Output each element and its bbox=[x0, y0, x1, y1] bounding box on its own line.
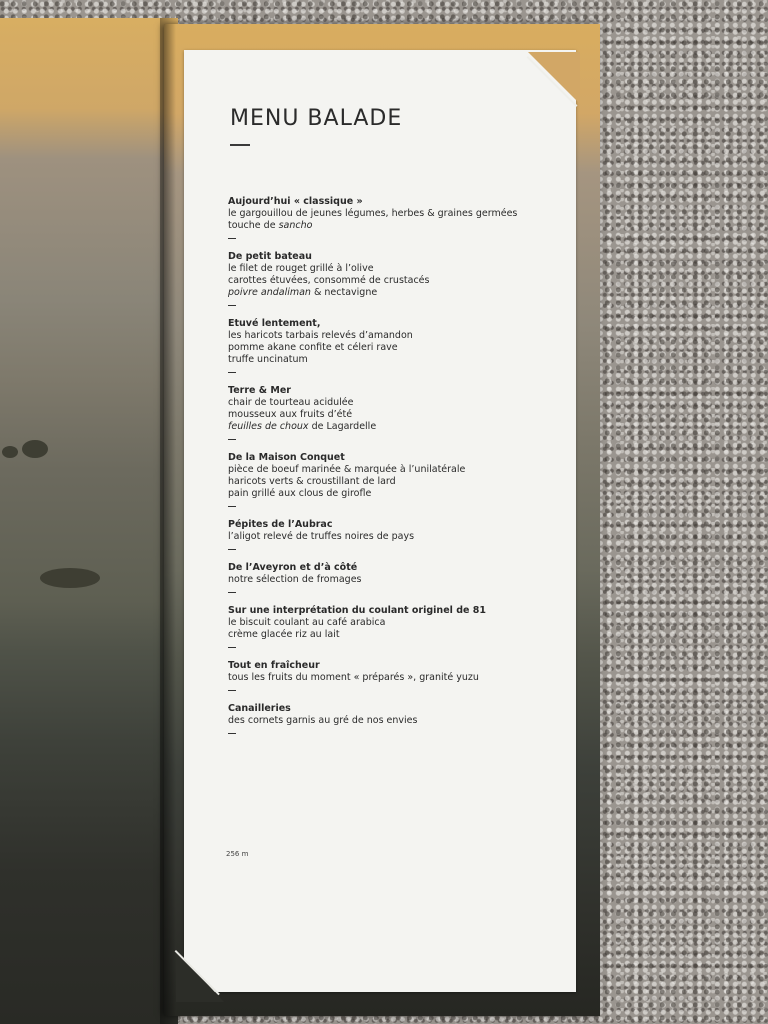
course-description-line: mousseux aux fruits d’été bbox=[228, 409, 353, 420]
course-separator-dash bbox=[228, 549, 236, 550]
course-separator-dash bbox=[228, 733, 236, 734]
panel-shadow bbox=[164, 24, 176, 1016]
corner-holder-top-right bbox=[528, 52, 580, 104]
course-name: Pépites de l’Aubrac bbox=[228, 519, 333, 530]
course-description-line: crème glacée riz au lait bbox=[228, 629, 340, 640]
course-separator-dash bbox=[228, 647, 236, 648]
title-underline bbox=[230, 144, 250, 146]
course-description-line: le biscuit coulant au café arabica bbox=[228, 617, 386, 628]
course-name: Etuvé lentement, bbox=[228, 318, 321, 329]
course-item bbox=[228, 660, 568, 691]
course-description-line: feuilles de choux de Lagardelle bbox=[228, 421, 377, 432]
course-separator-dash bbox=[228, 305, 236, 306]
course-description-line: l’aligot relevé de truffes noires de pays bbox=[228, 531, 415, 542]
course-name: Aujourd’hui « classique » bbox=[228, 196, 363, 207]
course-separator-dash bbox=[228, 439, 236, 440]
course-list bbox=[228, 196, 568, 746]
menu-title: MENU BALADE bbox=[230, 106, 403, 131]
course-name: De l’Aveyron et d’à côté bbox=[228, 562, 358, 573]
course-description-line: notre sélection de fromages bbox=[228, 574, 362, 585]
course-item bbox=[228, 196, 568, 239]
landscape-tree bbox=[22, 440, 48, 458]
landscape-tree bbox=[40, 568, 100, 588]
course-description-line: pain grillé aux clous de girofle bbox=[228, 488, 372, 499]
course-name: De petit bateau bbox=[228, 251, 312, 262]
course-item bbox=[228, 318, 568, 373]
course-name: Canailleries bbox=[228, 703, 291, 714]
course-description-line: pièce de boeuf marinée & marquée à l’unilatérale bbox=[228, 464, 466, 475]
course-item bbox=[228, 703, 568, 734]
course-description-line: des cornets garnis au gré de nos envies bbox=[228, 715, 418, 726]
course-description-line: truffe uncinatum bbox=[228, 354, 308, 365]
course-description-line: chair de tourteau acidulée bbox=[228, 397, 354, 408]
course-description-line: carottes étuvées, consommé de crustacés bbox=[228, 275, 430, 286]
course-item bbox=[228, 251, 568, 306]
course-description-line: touche de sancho bbox=[228, 220, 313, 231]
course-item bbox=[228, 519, 568, 550]
course-item bbox=[228, 605, 568, 648]
course-description-line: tous les fruits du moment « préparés », granité yuzu bbox=[228, 672, 479, 683]
course-name: Tout en fraîcheur bbox=[228, 660, 320, 671]
course-description-line: poivre andaliman & nectavigne bbox=[228, 287, 378, 298]
course-item bbox=[228, 385, 568, 440]
course-description-line: pomme akane confite et céleri rave bbox=[228, 342, 398, 353]
menu-folder-left-flap bbox=[0, 18, 178, 1024]
course-name: De la Maison Conquet bbox=[228, 452, 345, 463]
course-description-line: le gargouillou de jeunes légumes, herbes & graines germées bbox=[228, 208, 518, 219]
course-description-line: le filet de rouget grillé à l’olive bbox=[228, 263, 374, 274]
course-item bbox=[228, 452, 568, 507]
altitude-label: 256 m bbox=[226, 850, 249, 858]
course-separator-dash bbox=[228, 372, 236, 373]
course-description-line: haricots verts & croustillant de lard bbox=[228, 476, 396, 487]
course-name: Terre & Mer bbox=[228, 385, 291, 396]
course-separator-dash bbox=[228, 506, 236, 507]
course-description-line: les haricots tarbais relevés d’amandon bbox=[228, 330, 413, 341]
course-separator-dash bbox=[228, 238, 236, 239]
course-separator-dash bbox=[228, 592, 236, 593]
course-item bbox=[228, 562, 568, 593]
course-separator-dash bbox=[228, 690, 236, 691]
landscape-tree bbox=[2, 446, 18, 458]
course-name: Sur une interprétation du coulant originel de 81 bbox=[228, 605, 486, 616]
